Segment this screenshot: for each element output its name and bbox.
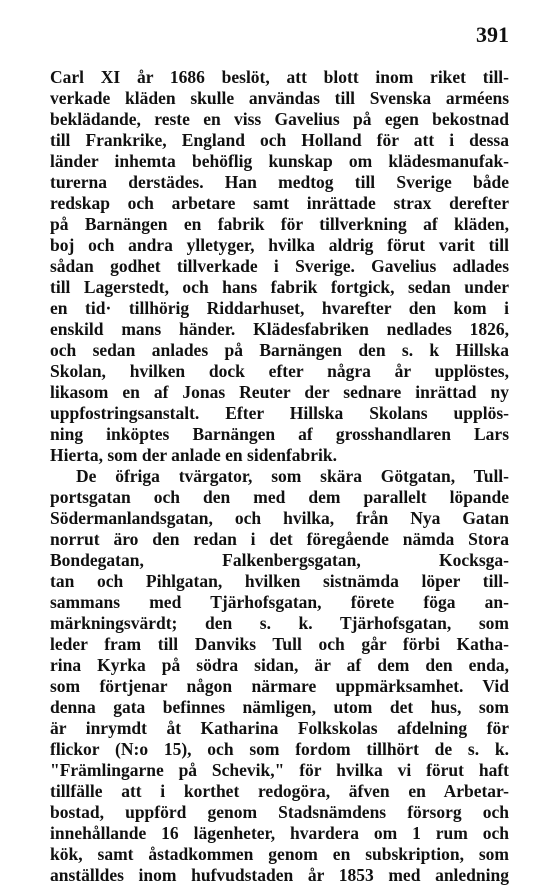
text-line: leder fram till Danviks Tull och går förbi Katha- — [50, 634, 509, 654]
text-line: en tid· tillhörig Riddarhuset, hvarefter den kom i — [50, 298, 509, 318]
text-line: på Barnängen en fabrik för tillverkning af kläden, — [50, 214, 509, 234]
text-line: rina Kyrka på södra sidan, är af dem den enda, — [50, 655, 509, 675]
text-line: länder inhemta behöflig kunskap om klädesmanufak- — [50, 151, 509, 171]
text-line: bostad, uppförd genom Stadsnämdens försorg och — [50, 802, 509, 822]
text-line: Skolan, hvilken dock efter några år upplöstes, — [50, 361, 509, 381]
text-line: enskild mans händer. Klädesfabriken nedlades 1826, — [50, 319, 509, 339]
text-line: är inrymdt åt Katharina Folkskolas afdelning för — [50, 718, 509, 738]
text-line: tillfälle att i korthet redogöra, äfven en Arbetar- — [50, 781, 509, 801]
text-line: Hierta, som der anlade en sidenfabrik. — [50, 445, 337, 465]
text-line: denna gata befinnes nämligen, utom det hus, som — [50, 697, 509, 717]
text-line: likasom en af Jonas Reuter der sednare inrättad ny — [50, 382, 509, 402]
text-line: De öfriga tvärgator, som skära Götgatan, Tull- — [76, 466, 509, 486]
text-line: anställdes inom hufvudstaden år 1853 med anledning — [50, 865, 509, 885]
text-line: redskap och arbetare samt inrättade strax derefter — [50, 193, 509, 213]
text-line: portsgatan och den med dem parallelt löpande — [50, 487, 509, 507]
body-text — [50, 67, 509, 886]
text-line: tan och Pihlgatan, hvilken sistnämda löper till- — [50, 571, 509, 591]
text-line: Bondegatan, Falkenbergsgatan, Kocksga- — [50, 550, 509, 570]
text-line: verkade kläden skulle användas till Svenska arméens — [50, 88, 509, 108]
text-line: Södermanlandsgatan, och hvilka, från Nya Gatan — [50, 508, 509, 528]
text-line: innehållande 16 lägenheter, hvardera om 1 rum och — [50, 823, 509, 843]
text-line: boj och andra ylletyger, hvilka aldrig förut varit till — [50, 235, 509, 255]
book-page — [50, 20, 509, 885]
text-line: ning inköptes Barnängen af grosshandlaren Lars — [50, 424, 509, 444]
text-line: uppfostringsanstalt. Efter Hillska Skolans upplös- — [50, 403, 509, 423]
text-line: beklädande, reste en viss Gavelius på egen bekostnad — [50, 109, 509, 129]
text-line: och sedan anlades på Barnängen den s. k Hillska — [50, 340, 509, 360]
text-line: sammans med Tjärhofsgatan, förete föga an- — [50, 592, 509, 612]
text-line: märkningsvärdt; den s. k. Tjärhofsgatan, som — [50, 613, 509, 633]
text-line: flickor (N:o 15), och som fordom tillhört de s. k. — [50, 739, 509, 759]
text-line: till Lagerstedt, och hans fabrik fortgick, sedan under — [50, 277, 509, 297]
text-line: turerna derstädes. Han medtog till Sverige både — [50, 172, 509, 192]
text-line: kök, samt åstadkommen genom en subskription, som — [50, 844, 509, 864]
text-line: "Främlingarne på Schevik," för hvilka vi förut haft — [50, 760, 509, 780]
text-line: norrut äro den redan i det föregående nämda Stora — [50, 529, 509, 549]
text-line: till Frankrike, England och Holland för att i dessa — [50, 130, 509, 150]
text-line: som förtjenar någon närmare uppmärksamhet. Vid — [50, 676, 509, 696]
text-line: sådan godhet tillverkade i Sverige. Gavelius adlades — [50, 256, 509, 276]
text-line: Carl XI år 1686 beslöt, att blott inom riket till- — [50, 67, 509, 87]
page-number: 391 — [476, 22, 509, 47]
